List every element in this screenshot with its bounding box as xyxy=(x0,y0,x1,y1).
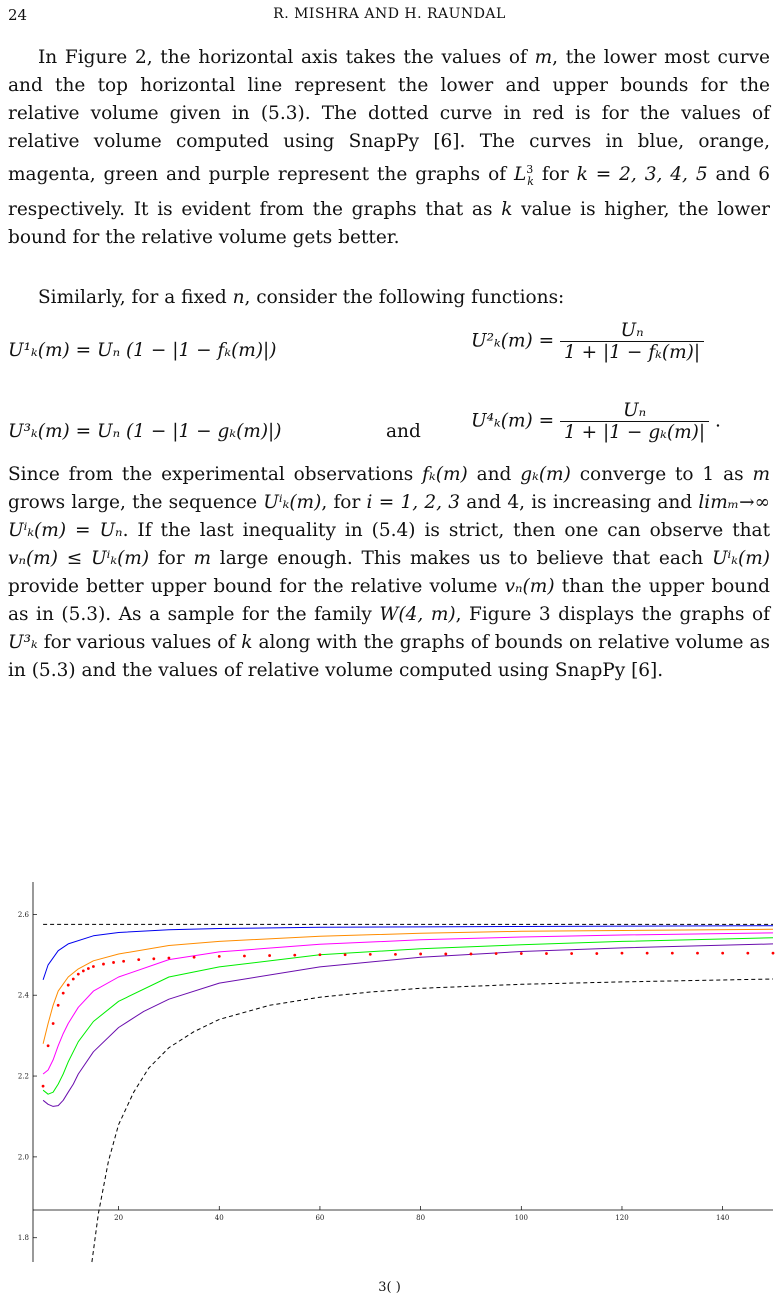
snappy-point xyxy=(52,1022,55,1025)
snappy-point xyxy=(495,952,498,955)
snappy-point xyxy=(621,952,624,955)
x-tick-label: 20 xyxy=(114,1214,124,1222)
snappy-point xyxy=(92,965,95,968)
chart-axes xyxy=(33,882,773,1262)
snappy-point xyxy=(112,961,115,964)
snappy-point xyxy=(42,1085,45,1088)
chart-svg xyxy=(0,882,779,1272)
x-tick-label: 120 xyxy=(615,1214,629,1222)
snappy-point xyxy=(671,952,674,955)
snappy-point xyxy=(545,952,548,955)
paragraph-figure-2-description: In Figure 2, the horizontal axis takes the values of m, the lower most curve and the top horizontal line represent the lower and upper bounds for the relative volume given in (5.3). The dotted curve in red is for the values of relative volume computed using SnapPy [6]. The curves in blue, orange, magenta, green and purple represent the graphs of $L^3_k$ for k = 2, 3, 4, 5 and 6 respectively. It is evident from the graphs that as k value is higher, the lower bound for the relative volume gets better. xyxy=(8,47,770,248)
snappy-point xyxy=(82,970,85,973)
snappy-point xyxy=(319,953,322,956)
x-tick-label: 40 xyxy=(214,1214,224,1222)
snappy-point xyxy=(47,1044,50,1047)
snappy-point xyxy=(122,960,125,963)
y-tick-label: 1.8 xyxy=(17,1234,29,1243)
y-tick-label: 2.4 xyxy=(17,991,29,1000)
series-line-6 xyxy=(43,944,773,1107)
snappy-point xyxy=(344,953,347,956)
series-line-4 xyxy=(43,933,773,1074)
equation-block xyxy=(8,320,770,460)
paragraph-convergence: Since from the experimental observations fₖ(m) and gₖ(m) converge to 1 as m grows large, the sequence Uⁱₖ(m), for i = 1, 2, 3 and 4, is increasing and limₘ→∞ Uⁱₖ(m) = Uₙ. If the last inequality in (5.4) is strict, then one can observe that vₙ(m) ≤ Uⁱₖ(m) for m large enough. This makes us to believe that each Uⁱₖ(m) provide better upper bound for the relative volume vₙ(m) than the upper bound as in (5.3). As a sample for the family W(4, m), Figure 3 displays the graphs of U³ₖ for various values of k along with the graphs of bounds on relative volume as in (5.3) and the values of relative volume computed using SnapPy [6]. xyxy=(8,464,771,681)
equation-u1: U¹ₖ(m) = Uₙ (1 − |1 − fₖ(m)|) xyxy=(8,340,277,361)
running-head: R. MISHRA AND H. RAUNDAL xyxy=(273,6,506,22)
x-tick-label: 80 xyxy=(416,1214,426,1222)
equation-u3: U³ₖ(m) = Uₙ (1 − |1 − gₖ(m)|) xyxy=(8,421,282,442)
snappy-point xyxy=(772,952,775,955)
snappy-point xyxy=(570,952,573,955)
snappy-point xyxy=(369,953,372,956)
chart-series xyxy=(42,924,775,1262)
y-tick-label: 2.6 xyxy=(17,910,29,919)
snappy-point xyxy=(268,954,271,957)
figure-caption: 3( ) xyxy=(378,1280,401,1295)
y-tick-label: 2.0 xyxy=(17,1153,29,1162)
snappy-point xyxy=(137,958,140,961)
series-line-7 xyxy=(92,979,773,1262)
snappy-point xyxy=(102,963,105,966)
snappy-point xyxy=(520,952,523,955)
snappy-point xyxy=(67,984,70,987)
figure-3-plot xyxy=(0,882,779,1272)
snappy-point xyxy=(470,953,473,956)
y-tick-label: 2.2 xyxy=(17,1072,29,1081)
x-tick-label: 100 xyxy=(514,1214,528,1222)
snappy-point xyxy=(444,953,447,956)
snappy-point xyxy=(62,992,65,995)
snappy-point xyxy=(746,952,749,955)
x-tick-label: 140 xyxy=(715,1214,730,1222)
snappy-point xyxy=(193,956,196,959)
snappy-point xyxy=(152,957,155,960)
equation-and: and xyxy=(386,421,421,442)
snappy-point xyxy=(419,953,422,956)
snappy-point xyxy=(243,955,246,958)
snappy-point xyxy=(721,952,724,955)
snappy-point xyxy=(57,1004,60,1007)
snappy-point xyxy=(696,952,699,955)
snappy-point xyxy=(77,973,80,976)
page-header xyxy=(0,6,779,28)
snappy-point xyxy=(168,957,171,960)
snappy-point xyxy=(646,952,649,955)
snappy-point xyxy=(87,967,90,970)
equation-u4: U⁴ₖ(m) = $\frac{\text{Uₙ}}{\text{1 + |1 − gₖ(m)|}}$ . xyxy=(471,400,721,443)
snappy-point xyxy=(595,952,598,955)
paragraph-functions-intro: Similarly, for a fixed n, consider the following functions: xyxy=(38,287,565,308)
snappy-point xyxy=(394,953,397,956)
snappy-point xyxy=(218,955,221,958)
snappy-point xyxy=(293,954,296,957)
series-line-5 xyxy=(43,938,773,1094)
page-number: 24 xyxy=(8,6,28,24)
x-tick-label: 60 xyxy=(315,1214,325,1222)
snappy-point xyxy=(72,978,75,981)
equation-u2: U²ₖ(m) = $\frac{\text{Uₙ}}{\text{1 + |1 − fₖ(m)|}}$ xyxy=(471,320,704,363)
